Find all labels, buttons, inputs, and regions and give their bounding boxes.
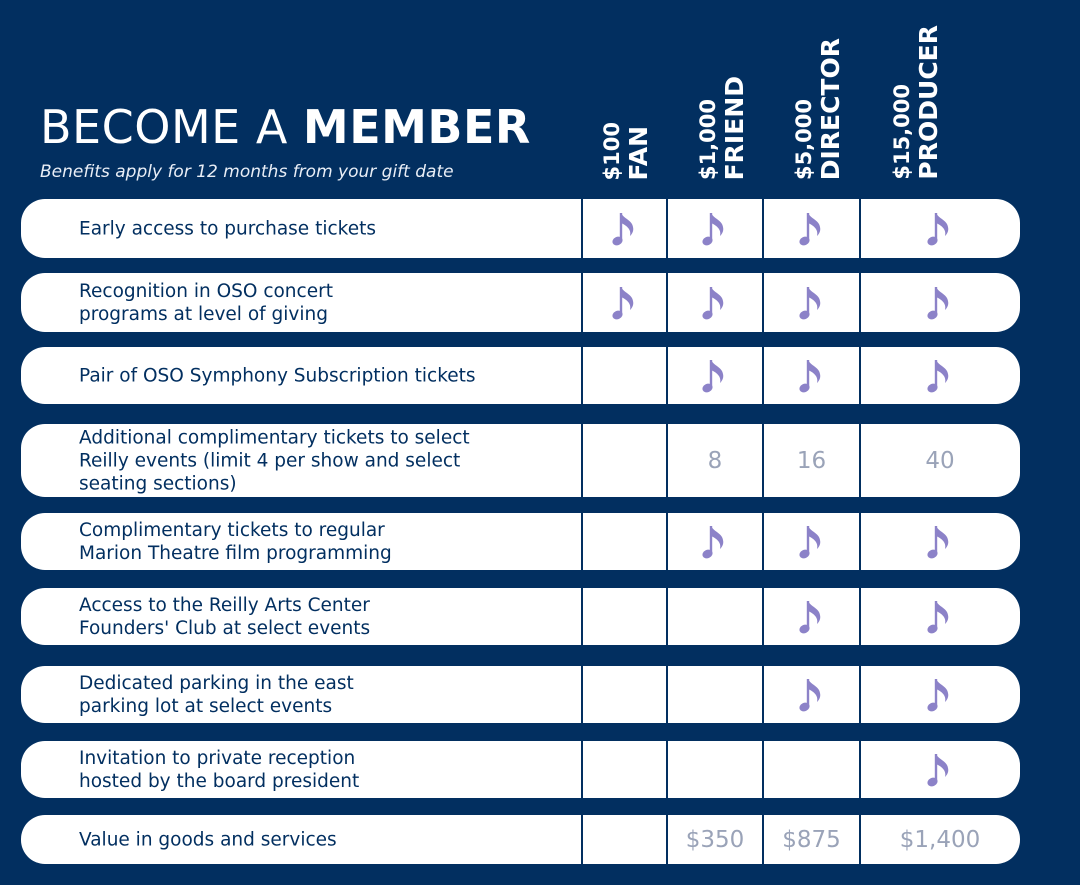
benefit-value: $1,400 [899,826,981,853]
title-bold: MEMBER [302,100,531,154]
benefit-cell-friend [668,347,762,404]
music-note-icon [927,751,953,789]
tier-header-director [791,38,845,181]
tier-name: DIRECTOR [815,38,845,181]
music-note-icon [927,598,953,636]
benefit-cell-friend [668,666,762,723]
benefit-label: Access to the Reilly Arts Center Founders' Club at select events [79,594,371,639]
benefit-cell-friend [668,815,762,864]
benefit-label: Additional complimentary tickets to select Reilly events (limit 4 per show and select seating sections) [79,427,470,494]
benefit-cell-friend [668,273,762,332]
benefit-cell-fan [583,513,666,570]
music-note-icon [799,210,825,248]
benefit-row [21,513,1020,570]
title-light: BECOME A [40,100,303,154]
benefit-value: 16 [796,447,827,474]
benefit-row [21,588,1020,645]
benefit-cell-director [764,588,859,645]
benefit-row [21,199,1020,258]
benefit-cell-fan [583,741,666,798]
benefit-value: 40 [925,447,955,474]
music-note-icon [799,676,825,714]
tier-name: PRODUCER [913,25,943,180]
music-note-icon [612,210,638,248]
benefit-label: Complimentary tickets to regular Marion Theatre film programming [79,519,392,564]
benefit-cell-director [764,513,859,570]
music-note-icon [702,210,728,248]
tier-name: FAN [623,125,653,181]
benefit-row [21,666,1020,723]
benefit-label: Pair of OSO Symphony Subscription tickets [79,365,476,386]
music-note-icon [702,284,728,322]
music-note-icon [927,357,953,395]
page-title [40,100,531,154]
benefit-cell-producer [861,588,1019,645]
benefit-row [21,424,1020,497]
benefit-cell-friend [668,424,762,497]
benefit-cell-fan [583,273,666,332]
benefit-cell-fan [583,424,666,497]
music-note-icon [799,284,825,322]
benefit-value: $875 [782,826,841,853]
tier-header-fan [599,122,653,181]
benefit-cell-producer [861,273,1019,332]
benefit-cell-friend [668,199,762,258]
music-note-icon [927,210,953,248]
tier-price: $5,000 [791,99,816,181]
benefit-label: Invitation to private reception hosted by the board president [79,747,360,792]
music-note-icon [702,523,728,561]
benefit-cell-producer [861,666,1019,723]
music-note-icon [799,523,825,561]
benefit-cell-director [764,273,859,332]
benefit-value: 8 [707,447,723,474]
benefit-value: $350 [685,826,745,853]
benefit-row [21,741,1020,798]
benefit-row [21,815,1020,864]
tier-price: $15,000 [889,83,914,180]
benefit-cell-producer [861,741,1019,798]
benefit-cell-director [764,199,859,258]
benefit-label: Recognition in OSO concert programs at level of giving [79,280,333,325]
tier-header-producer [889,25,943,180]
benefit-cell-producer [861,199,1019,258]
benefit-cell-friend [668,588,762,645]
benefit-label: Dedicated parking in the east parking lot at select events [79,672,354,717]
tier-header-friend [695,76,749,181]
benefit-row [21,347,1020,404]
music-note-icon [702,357,728,395]
music-note-icon [927,284,953,322]
music-note-icon [799,357,825,395]
benefit-cell-director [764,666,859,723]
benefit-cell-director [764,815,859,864]
benefit-cell-fan [583,347,666,404]
benefit-cell-director [764,424,859,497]
benefit-cell-producer [861,513,1019,570]
benefit-row [21,273,1020,332]
tier-price: $1,000 [695,99,720,181]
music-note-icon [612,284,638,322]
benefit-cell-friend [668,741,762,798]
benefit-cell-friend [668,513,762,570]
benefit-cell-director [764,347,859,404]
benefit-cell-producer [861,347,1019,404]
music-note-icon [799,598,825,636]
music-note-icon [927,523,953,561]
music-note-icon [927,676,953,714]
benefit-cell-fan [583,815,666,864]
benefit-cell-producer [861,424,1019,497]
benefit-label: Early access to purchase tickets [79,218,376,239]
page-subtitle: Benefits apply for 12 months from your gift date [40,162,454,182]
tier-price: $100 [599,122,624,181]
benefit-cell-director [764,741,859,798]
benefit-cell-fan [583,199,666,258]
benefit-cell-producer [861,815,1019,864]
benefit-cell-fan [583,588,666,645]
benefit-label: Value in goods and services [79,829,337,850]
benefit-cell-fan [583,666,666,723]
tier-name: FRIEND [719,76,749,181]
